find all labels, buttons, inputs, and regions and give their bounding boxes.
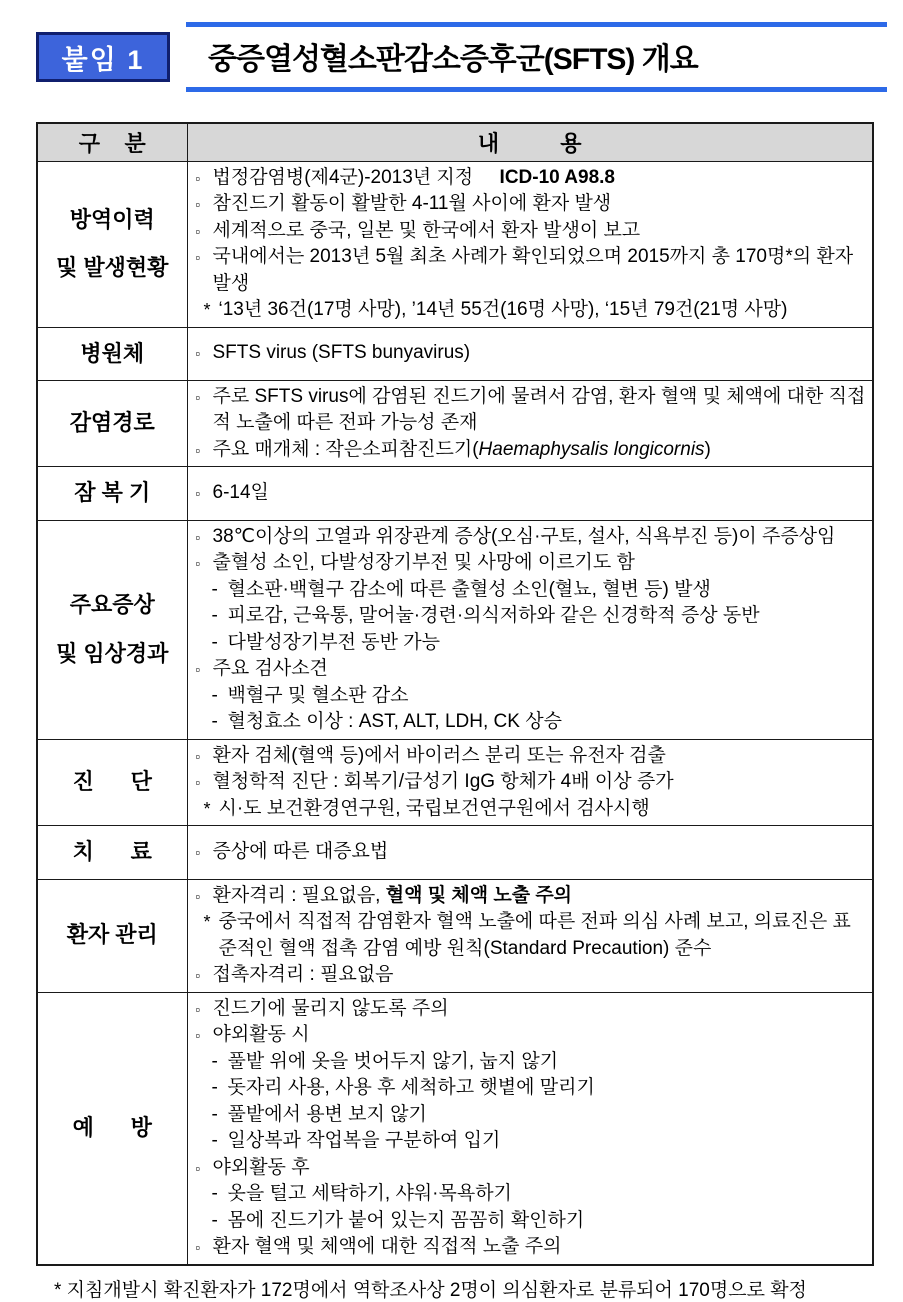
text-segment: 증상에 따른 대증요법	[212, 841, 389, 863]
row-content	[187, 380, 873, 467]
column-header-category: 구 분	[37, 123, 187, 161]
bullet-marker-icon: ▫	[195, 556, 201, 572]
text-segment: 옷을 털고 세탁하기, 샤워·목욕하기	[227, 1183, 512, 1205]
text-segment: 환자 혈액 및 체액에 대한 직접적 노출 주의	[212, 1236, 562, 1258]
line-text	[213, 340, 867, 367]
text-segment: 환자격리 : 필요없음,	[212, 884, 386, 906]
row-label-line: 환자 관리	[66, 922, 158, 948]
bullet-marker-icon: ▫	[195, 888, 201, 904]
line-text	[228, 1128, 867, 1155]
table-head	[37, 123, 873, 161]
content-line	[196, 340, 867, 367]
content-line	[196, 480, 867, 507]
line-text	[213, 1155, 867, 1182]
row-label-line: 예 방	[72, 1114, 152, 1140]
line-text	[213, 656, 867, 683]
text-segment: 6-14일	[212, 482, 269, 504]
note-marker-icon: *	[203, 912, 211, 933]
table-body	[37, 161, 873, 1265]
line-text	[228, 603, 867, 630]
row-label-line: 병원체	[80, 340, 145, 366]
text-segment: SFTS virus (SFTS bunyavirus)	[212, 342, 471, 364]
text-segment: 접촉자격리 : 필요없음	[212, 964, 394, 986]
content-line	[196, 191, 867, 218]
line-text	[213, 550, 867, 577]
row-label	[37, 161, 187, 327]
text-segment: 38℃이상의 고열과 위장관계 증상(오심·구토, 설사, 식욕부진 등)이 주증상임	[212, 525, 836, 547]
dash-marker-icon: -	[211, 1130, 218, 1152]
bullet-marker-icon: ▫	[195, 748, 201, 764]
text-segment: 일상복과 작업복을 구분하여 입기	[227, 1130, 501, 1152]
content-line	[196, 1128, 867, 1155]
line-text	[213, 384, 867, 437]
bullet-marker-icon: ▫	[195, 250, 201, 265]
table-row	[37, 739, 873, 826]
text-segment: 출혈성 소인, 다발성장기부전 및 사망에 이르기도 함	[212, 552, 635, 574]
row-label	[37, 826, 187, 879]
row-label-line: 감염경로	[69, 410, 155, 436]
note-marker-icon: *	[203, 798, 211, 819]
content-line	[196, 743, 867, 770]
line-text	[213, 524, 867, 551]
text-segment: 돗자리 사용, 사용 후 세척하고 햇볕에 말리기	[227, 1077, 595, 1099]
bullet-marker-icon: ▫	[195, 346, 201, 362]
row-label	[37, 327, 187, 380]
text-segment: ICD-10 A98.8	[473, 166, 615, 188]
dash-marker-icon: -	[211, 1183, 218, 1205]
line-text	[219, 796, 867, 823]
content-line	[196, 1049, 867, 1076]
note-marker-icon: *	[203, 300, 211, 320]
text-segment: 풀밭에서 용변 보지 않기	[227, 1103, 427, 1125]
text-segment: 세계적으로 중국, 일본 및 한국에서 환자 발생이 보고	[212, 219, 641, 241]
row-label-line: 및 발생현황	[56, 255, 169, 280]
line-text	[228, 1208, 867, 1235]
bullet-marker-icon: ▫	[195, 845, 201, 861]
footnote: * 지침개발시 확진환자가 172명에서 역학조사상 2명이 의심환자로 분류되어 170명으로 확정	[54, 1279, 807, 1301]
bullet-marker-icon: ▫	[195, 442, 201, 458]
text-segment: 풀밭 위에 옷을 벗어두지 않기, 눕지 않기	[227, 1050, 559, 1072]
text-segment: 참진드기 활동이 활발한 4-11월 사이에 환자 발생	[212, 193, 612, 214]
table-row	[37, 992, 873, 1265]
row-label-line: 잠 복 기	[74, 480, 151, 506]
dash-marker-icon: -	[211, 1050, 218, 1072]
line-text	[213, 191, 867, 218]
row-label-line: 치 료	[72, 839, 152, 865]
dash-marker-icon: -	[211, 684, 218, 706]
content-line	[196, 384, 867, 437]
line-text	[228, 577, 867, 604]
row-content	[187, 992, 873, 1265]
bullet-marker-icon: ▫	[195, 197, 201, 212]
text-segment: 피로감, 근육통, 말어눌·경련·의식저하와 같은 신경학적 증상 동반	[227, 605, 760, 627]
line-text	[213, 437, 867, 464]
content-line	[196, 883, 867, 910]
text-segment: 야외활동 후	[212, 1156, 310, 1178]
bullet-marker-icon: ▫	[195, 529, 201, 545]
line-text	[213, 1022, 867, 1049]
row-content	[187, 826, 873, 879]
attachment-badge: 붙임 1	[36, 32, 170, 82]
bullet-marker-icon: ▫	[195, 775, 201, 791]
text-segment: 중국에서 직접적 감염환자 혈액 노출에 따른 전파 의심 사례 보고, 의료진은 표준적인 혈액 접촉 감염 예방 원칙(Standard Precaution) 준수	[218, 911, 851, 959]
dash-marker-icon: -	[211, 1103, 218, 1125]
text-segment: 혈청효소 이상 : AST, ALT, LDH, CK 상승	[227, 711, 562, 733]
table-row	[37, 826, 873, 879]
text-segment: 주로 SFTS virus에 감염된 진드기에 물려서 감염, 환자 혈액 및 체액에 대한 직접적 노출에 따른 전파 가능성 존재	[212, 385, 866, 434]
line-text	[228, 1049, 867, 1076]
table-row	[37, 327, 873, 380]
text-segment: 주요 검사소견	[212, 658, 328, 680]
table-row	[37, 467, 873, 520]
text-segment: 혈청학적 진단 : 회복기/급성기 IgG 항체가 4배 이상 증가	[212, 771, 674, 793]
row-content	[187, 879, 873, 992]
text-segment: 환자 검체(혈액 등)에서 바이러스 분리 또는 유전자 검출	[212, 744, 666, 766]
bullet-marker-icon: ▫	[195, 662, 201, 678]
content-line	[196, 656, 867, 683]
row-content	[187, 739, 873, 826]
title-rule-block	[186, 22, 887, 92]
row-content	[187, 467, 873, 520]
line-text	[213, 244, 867, 297]
text-segment: 법정감염병(제4군)-2013년 지정	[212, 166, 474, 188]
row-label	[37, 467, 187, 520]
text-segment: 혈소판·백혈구 감소에 따른 출혈성 소인(혈뇨, 혈변 등) 발생	[227, 578, 711, 600]
text-segment: 진드기에 물리지 않도록 주의	[212, 997, 449, 1019]
text-segment: 몸에 진드기가 붙어 있는지 꼼꼼히 확인하기	[227, 1209, 585, 1231]
text-segment: ‘13년 36건(17명 사망), ’14년 55건(16명 사망), ‘15년 79건(21명 사망)	[218, 299, 788, 320]
content-line	[196, 709, 867, 736]
line-text	[228, 683, 867, 710]
dash-marker-icon: -	[211, 1077, 218, 1099]
column-header-content: 내 용	[187, 123, 873, 161]
row-label-line: 진 단	[72, 769, 152, 795]
text-segment: 주요 매개체 : 작은소피참진드기(	[212, 438, 479, 460]
content-line	[196, 839, 867, 866]
content-line	[196, 550, 867, 577]
text-segment: 야외활동 시	[212, 1024, 310, 1046]
row-label-line: 주요증상	[69, 592, 155, 618]
bullet-marker-icon: ▫	[195, 1240, 201, 1256]
row-label	[37, 520, 187, 739]
table-row	[37, 380, 873, 467]
line-text	[219, 909, 867, 962]
line-text	[213, 218, 867, 245]
bullet-marker-icon: ▫	[195, 968, 201, 984]
line-text	[213, 743, 867, 770]
bullet-marker-icon: ▫	[195, 1001, 201, 1017]
content-line	[196, 603, 867, 630]
line-text	[213, 883, 867, 910]
line-text	[213, 480, 867, 507]
table-row	[37, 161, 873, 327]
content-line	[196, 1181, 867, 1208]
dash-marker-icon: -	[211, 711, 218, 733]
line-text	[228, 1075, 867, 1102]
line-text	[228, 1181, 867, 1208]
content-line	[196, 1102, 867, 1129]
text-segment: 백혈구 및 혈소판 감소	[227, 684, 409, 706]
line-text	[213, 165, 867, 192]
dash-marker-icon: -	[211, 605, 218, 627]
content-line	[196, 218, 867, 245]
content-line	[196, 1155, 867, 1182]
content-line	[196, 1022, 867, 1049]
bullet-marker-icon: ▫	[195, 389, 201, 405]
row-label	[37, 992, 187, 1265]
content-line	[196, 577, 867, 604]
table-row	[37, 520, 873, 739]
row-content	[187, 520, 873, 739]
line-text	[213, 769, 867, 796]
text-segment: 시·도 보건환경연구원, 국립보건연구원에서 검사시행	[218, 797, 650, 819]
bullet-marker-icon: ▫	[195, 486, 201, 502]
table-header-row	[37, 123, 873, 161]
line-text	[219, 297, 867, 324]
table-row	[37, 879, 873, 992]
line-text	[228, 709, 867, 736]
bullet-marker-icon: ▫	[195, 1160, 201, 1176]
dash-marker-icon: -	[211, 1209, 218, 1231]
text-segment: Haemaphysalis longicornis	[478, 438, 705, 460]
text-segment: 다발성장기부전 동반 가능	[227, 631, 440, 653]
content-line	[196, 297, 867, 324]
document-header	[36, 22, 887, 92]
content-line	[196, 630, 867, 657]
dash-marker-icon: -	[211, 631, 218, 653]
overview-table	[36, 122, 874, 1266]
page-title: 중증열성혈소판감소증후군(SFTS) 개요	[208, 43, 698, 76]
content-line	[196, 1208, 867, 1235]
row-label	[37, 739, 187, 826]
content-line	[196, 683, 867, 710]
row-label-line: 방역이력	[69, 206, 155, 232]
content-line	[196, 996, 867, 1023]
line-text	[213, 839, 867, 866]
row-label	[37, 380, 187, 467]
line-text	[228, 630, 867, 657]
line-text	[213, 996, 867, 1023]
text-segment: 혈액 및 체액 노출 주의	[385, 884, 573, 906]
text-segment: )	[704, 438, 711, 460]
row-label-line: 및 임상경과	[56, 640, 169, 666]
content-line	[196, 769, 867, 796]
bullet-marker-icon: ▫	[195, 1028, 201, 1044]
content-line	[196, 909, 867, 962]
bullet-marker-icon: ▫	[195, 223, 201, 239]
content-line	[196, 796, 867, 823]
line-text	[213, 1234, 867, 1261]
bullet-marker-icon: ▫	[195, 170, 201, 186]
content-line	[196, 437, 867, 464]
line-text	[213, 962, 867, 989]
content-line	[196, 165, 867, 192]
row-content	[187, 327, 873, 380]
dash-marker-icon: -	[211, 578, 218, 600]
content-line	[196, 1075, 867, 1102]
content-line	[196, 1234, 867, 1261]
content-line	[196, 962, 867, 989]
content-line	[196, 244, 867, 297]
row-content	[187, 161, 873, 327]
line-text	[228, 1102, 867, 1129]
content-line	[196, 524, 867, 551]
text-segment: 국내에서는 2013년 5월 최초 사례가 확인되었으며 2015까지 총 170명*의 환자 발생	[212, 246, 859, 294]
row-label	[37, 879, 187, 992]
